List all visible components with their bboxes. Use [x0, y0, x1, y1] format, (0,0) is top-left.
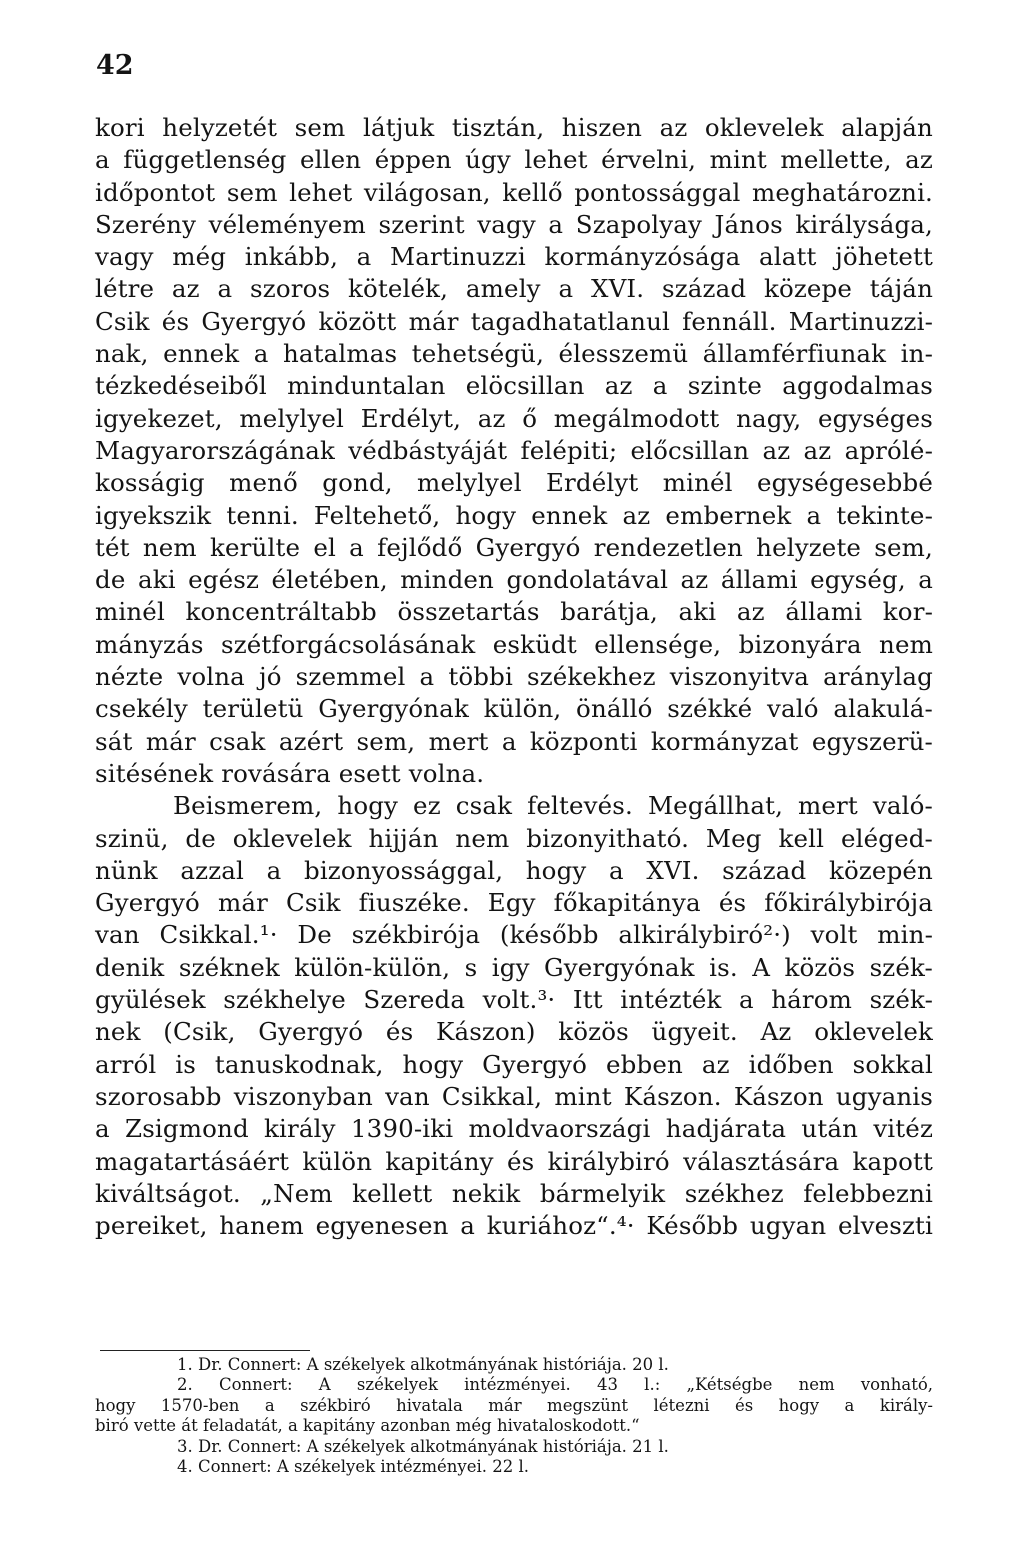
text-line: nak, ennek a hatalmas tehetségü, élesszemü államférfiunak in-	[95, 339, 933, 369]
text-line: tézkedéseiből minduntalan elöcsillan az a szinte aggodalmas	[95, 371, 933, 401]
text-line: létre az a szoros kötelék, amely a XVI. század közepe táján	[95, 274, 933, 304]
text-line: igyekszik tenni. Feltehető, hogy ennek az embernek a tekinte-	[95, 500, 933, 530]
footnote-2-continued: hogy 1570-ben a székbiró hivatala már megszünt létezni és hogy a király-	[95, 1395, 933, 1415]
paragraph-end-line: sitésének rovására esett volna.	[95, 758, 485, 788]
paragraph-start-line: Beismerem, hogy ez csak feltevés. Megállhat, mert való-	[173, 791, 933, 821]
text-line: kori helyzetét sem látjuk tisztán, hiszen az oklevelek alapján	[95, 113, 933, 142]
footnote-4: 4. Connert: A székelyek intézményei. 22 l.	[177, 1456, 529, 1476]
footnote-2: 2. Connert: A székelyek intézményei. 43 l.: „Kétségbe nem vonható,	[177, 1375, 933, 1395]
text-line: nek (Csik, Gyergyó és Kászon) közös ügyeit. Az oklevelek	[95, 1017, 933, 1047]
text-line: denik széknek külön-külön, s igy Gyergyónak is. A közös szék-	[95, 952, 933, 982]
text-line: van Csikkal.¹· De székbirója (később alkirálybiró²·) volt min-	[95, 920, 933, 950]
text-line: kiváltságot. „Nem kellett nekik bármelyik székhez felebbezni	[95, 1178, 933, 1208]
footnote-divider	[100, 1350, 310, 1351]
page-number: 42	[96, 50, 134, 81]
text-line: de aki egész életében, minden gondolatával az állami egység, a	[95, 565, 933, 595]
footnote-2-end: biró vette át feladatát, a kapitány azonban még hivataloskodott.“	[95, 1416, 640, 1436]
text-line: Csik és Gyergyó között már tagadhatatlanul fennáll. Martinuzzi-	[95, 306, 933, 336]
text-line: vagy még inkább, a Martinuzzi kormányzósága alatt jöhetett	[95, 242, 933, 272]
text-line: minél koncentráltabb összetartás barátja, aki az állami kor-	[95, 597, 933, 627]
text-line: igyekezet, melylyel Erdélyt, az ő megálmodott nagy, egységes	[95, 403, 933, 433]
text-line: nünk azzal a bizonyossággal, hogy a XVI. század közepén	[95, 855, 933, 885]
text-line: pereiket, hanem egyenesen a kuriához“.⁴· Később ugyan elveszti	[95, 1211, 933, 1241]
text-line: arról is tanuskodnak, hogy Gyergyó ebben az időben sokkal	[95, 1049, 933, 1079]
text-line: sát már csak azért sem, mert a központi kormányzat egyszerü-	[95, 726, 933, 756]
text-line: kosságig menő gond, melylyel Erdélyt minél egységesebbé	[95, 468, 933, 498]
text-line: Magyarországának védbástyáját felépiti; előcsillan az az aprólé-	[95, 435, 933, 465]
text-line: Gyergyó már Csik fiuszéke. Egy főkapitánya és főkirálybirója	[95, 888, 933, 918]
body-text	[95, 112, 933, 1242]
footnote-3: 3. Dr. Connert: A székelyek alkotmányának históriája. 21 l.	[177, 1436, 669, 1456]
footnote-1: 1. Dr. Connert: A székelyek alkotmányának históriája. 20 l.	[177, 1355, 669, 1374]
text-line: csekély területü Gyergyónak külön, önálló székké való alakulá-	[95, 694, 933, 724]
text-line: szinü, de oklevelek hijján nem bizonyitható. Meg kell eléged-	[95, 823, 933, 853]
footnotes	[95, 1355, 933, 1477]
text-line: időpontot sem lehet világosan, kellő pontossággal meghatározni.	[95, 177, 933, 207]
text-line: a függetlenség ellen éppen úgy lehet érvelni, mint mellette, az	[95, 145, 933, 175]
text-line: mányzás szétforgácsolásának esküdt ellensége, bizonyára nem	[95, 629, 933, 659]
text-line: magatartásáért külön kapitány és királybiró választására kapott	[95, 1146, 933, 1176]
text-line: Szerény véleményem szerint vagy a Szapolyay János királysága,	[95, 209, 933, 239]
text-line: szorosabb viszonyban van Csikkal, mint Kászon. Kászon ugyanis	[95, 1081, 933, 1111]
text-line: a Zsigmond király 1390-iki moldvaországi hadjárata után vitéz	[95, 1114, 933, 1144]
text-line: gyülések székhelye Szereda volt.³· Itt intézték a három szék-	[95, 985, 933, 1015]
text-line: nézte volna jó szemmel a többi székekhez viszonyitva aránylag	[95, 662, 933, 692]
text-line: tét nem kerülte el a fejlődő Gyergyó rendezetlen helyzete sem,	[95, 532, 933, 562]
